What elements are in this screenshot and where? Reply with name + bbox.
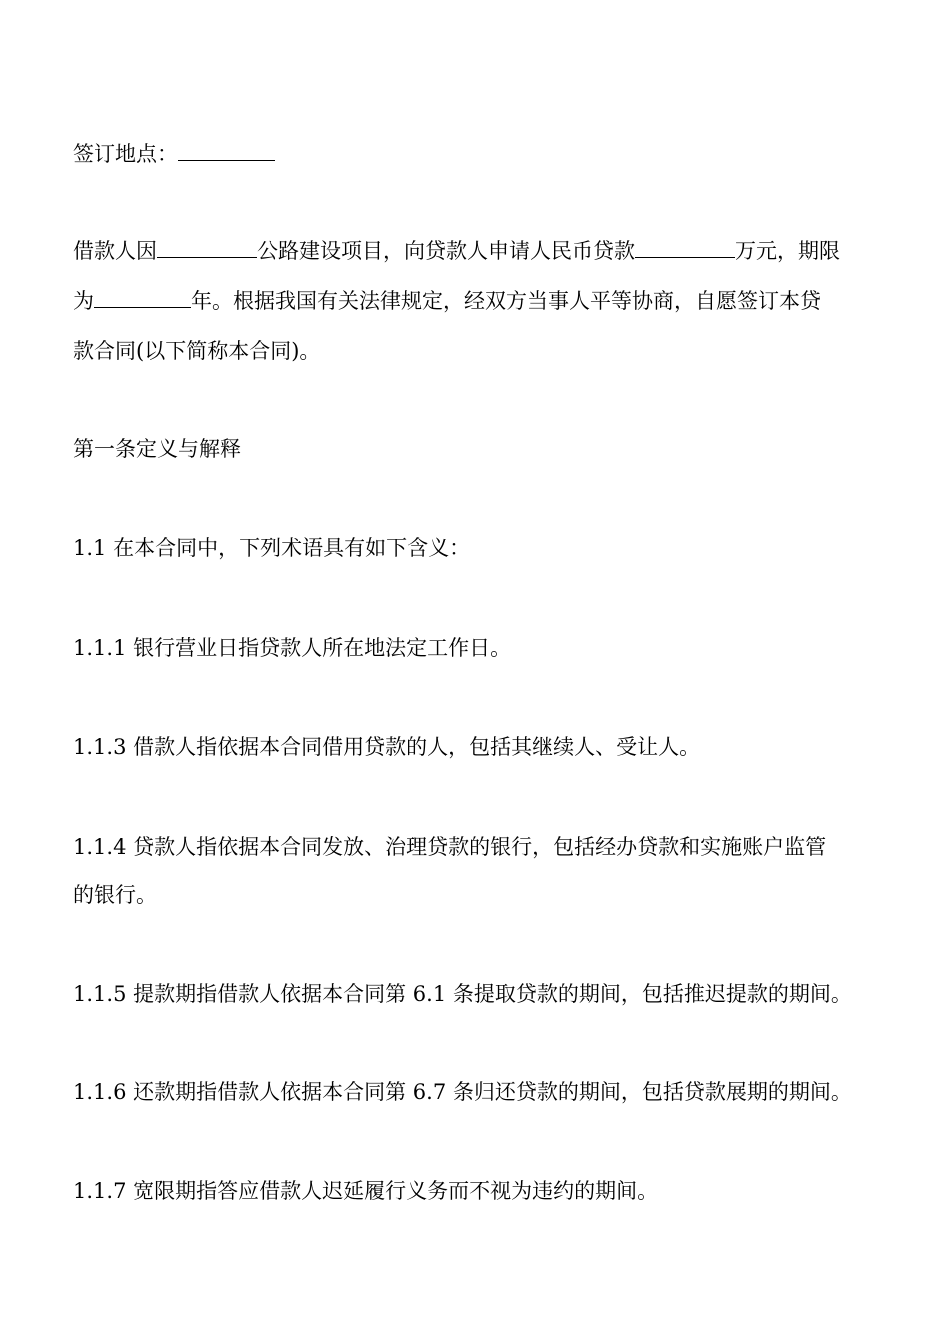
intro-line1-a: 借款人因 [73, 239, 157, 263]
clause-1-1-6: 1.1.6 还款期指借款人依据本合同第 6.7 条归还贷款的期间，包括贷款展期的期间。 [73, 1080, 852, 1104]
clause-1-1-7: 1.1.7 宽限期指答应借款人迟延履行义务而不视为违约的期间。 [73, 1179, 659, 1203]
article-1-title: 第一条定义与解释 [73, 437, 241, 461]
signing-place-label: 签订地点： [73, 142, 178, 166]
intro-line-3: 款合同(以下简称本合同)。 [73, 339, 321, 363]
intro-line1-b: 公路建设项目，向贷款人申请人民币贷款 [257, 239, 635, 263]
clause-1-1-5: 1.1.5 提款期指借款人依据本合同第 6.1 条提取贷款的期间，包括推迟提款的期间。 [73, 982, 852, 1006]
signing-place-line [73, 130, 883, 178]
loan-amount-blank [635, 239, 735, 258]
clause-1-1-1: 1.1.1 银行营业日指贷款人所在地法定工作日。 [73, 636, 512, 660]
intro-line2-a: 为 [73, 289, 94, 313]
clause-1-1-3: 1.1.3 借款人指依据本合同借用贷款的人，包括其继续人、受让人。 [73, 735, 701, 759]
intro-line-1 [73, 227, 883, 275]
clause-1-1-4-line1: 1.1.4 贷款人指依据本合同发放、治理贷款的银行，包括经办贷款和实施账户监管 [73, 835, 827, 859]
intro-line1-c: 万元，期限 [735, 239, 840, 263]
clause-1-1: 1.1 在本合同中，下列术语具有如下含义： [73, 536, 471, 560]
intro-line-2 [73, 277, 883, 325]
intro-line2-b: 年。根据我国有关法律规定，经双方当事人平等协商，自愿签订本贷 [191, 289, 821, 313]
clause-1-1-4-line2: 的银行。 [73, 883, 157, 907]
signing-place-blank [178, 142, 275, 161]
project-name-blank [157, 239, 257, 258]
loan-term-blank [94, 289, 191, 308]
